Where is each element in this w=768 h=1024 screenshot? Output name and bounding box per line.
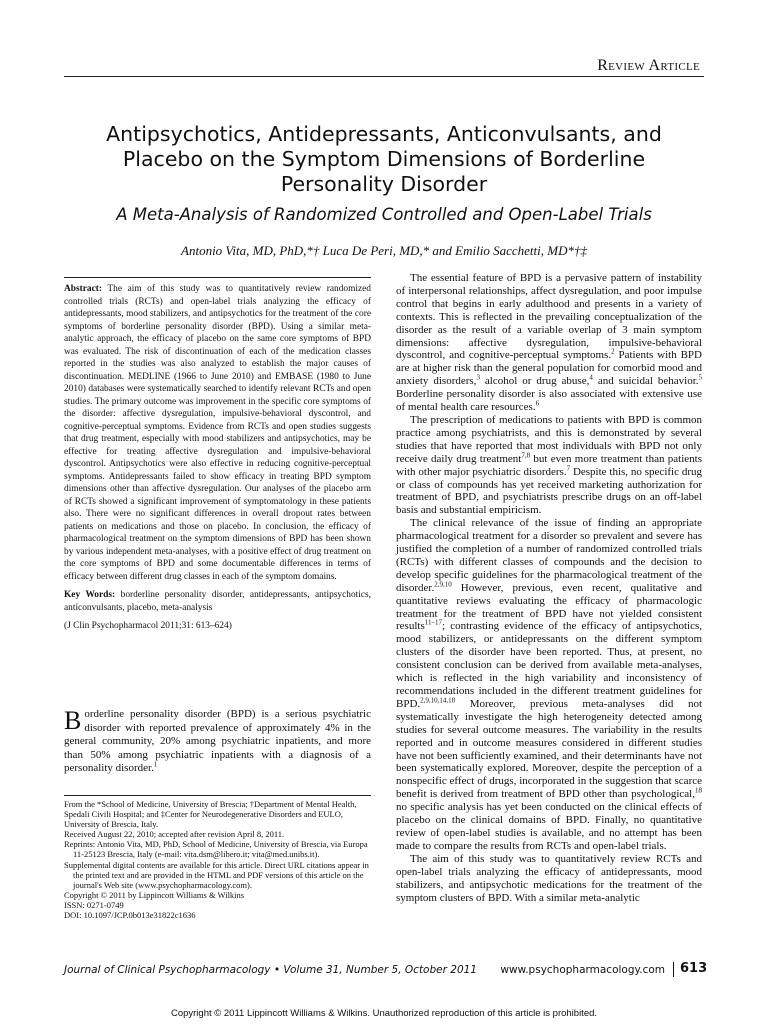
reference-superscript: 18	[695, 786, 702, 795]
right-column-body	[396, 272, 702, 904]
body-paragraph-4: The aim of this study was to quantitatively review RCTs and open-label trials analyzing the efficacy of antidepressants, mood stabilizers, and antipsychotic medications for the treatment of the symptom clusters of BPD. With a similar meta-analytic	[396, 852, 702, 904]
abstract-section	[64, 283, 371, 633]
reference-superscript: 11–17	[424, 618, 442, 627]
author-list: Antonio Vita, MD, PhD,*† Luca De Peri, MD,* and Emilio Sacchetti, MD*†‡	[181, 243, 587, 258]
received-note: Received August 22, 2010; accepted after revision April 8, 2011.	[64, 829, 285, 840]
body-paragraph-1: The essential feature of BPD is a pervasive pattern of instability of interpersonal relationships, affect dysregulation, and poor impulse control that begins in early adulthood and presents in a variety of contexts. This is reflected in the prevailing conceptualization of the disorder as the result of a variable overlap of 3 main symptom dimensions: affective dysregulation, impulsive-behavioral dyscontrol, and cognitive-perceptual symptoms.$^2$ Patients with BPD are at higher risk than the general population for comorbid mood and anxiety disorders,$^3$ alcohol or drug abuse,$^4$ and suicidal behavior.$^5$ Borderline personality disorder is also associated with extensive use of mental health care resources.$^6$	[396, 272, 702, 414]
article-type-label: Review Article	[597, 57, 700, 74]
abstract-paragraph	[64, 283, 371, 583]
drop-cap-letter: B	[64, 706, 82, 735]
reference-superscript: 1	[153, 760, 158, 769]
header-divider	[64, 76, 704, 77]
issn-note: ISSN: 0271-0749	[64, 899, 124, 910]
affiliation-footnotes	[64, 799, 371, 920]
reprints-note: Reprints: Antonio Vita, MD, PhD, School of Medicine, University of Brescia, via Europa 11-25123 Brescia, Italy (e-mail: vita.dsm@libero.it; vita@med.unibs.it).	[64, 839, 368, 860]
footer-separator-bar	[673, 962, 674, 977]
footnote-divider	[64, 795, 371, 796]
footer-journal-info	[64, 964, 477, 976]
keywords-paragraph	[64, 589, 371, 614]
reference-superscript: 4	[589, 373, 593, 382]
body-paragraph-2: The prescription of medications to patients with BPD is common practice among psychiatrists, and this is demonstrated by several studies that have reported that most individuals with BPD not only receive daily drug treatment$^{7,8}$ but even more treatment than patients with other major psychiatric disorders.$^7$ Despite this, no specific drug or class of compounds has yet received marketing authorization for treatment of BPD, and psychiatrists prescribe drugs on an off-label basis and substantial empiricism.	[396, 413, 702, 517]
doi-note: DOI: 10.1097/JCP.0b013e31822c1636	[64, 910, 196, 921]
reference-superscript: 2,9,10,14,18	[420, 696, 456, 705]
reference-superscript: 2	[611, 347, 615, 356]
body-paragraph-3: The clinical relevance of the issue of finding an appropriate pharmacological treatment for a disorder so prevalent and severe has justified the completion of a number of randomized controlled trials (RCTs) with different classes of compounds and the decision to develop specific guidelines for the pharmacological treatment of the disorder.$^{2,9,10}$ However, previous, even recent, qualitative and quantitative reviews evaluating the efficacy of pharmacologic treatment for the treatment of BPD have not yielded consistent results$^{11-17}$; contrasting evidence of the efficacy of antipsychotics, mood stabilizers, or antidepressants on the different symptom clusters of the disorder have been reported. Thus, at present, no consistent conclusion can be derived from available meta-analyses, which is reflected in the high variability and inconsistency of recommendations included in the different treatment guidelines for BPD.$^{2,9,10,14,18}$ Moreover, previous meta-analyses did not systematically investigate the high heterogeneity detected among studies for several outcome measures. The variability in the results reported and in outcome measures considered in different studies have not been sufficiently examined, and their determinants have not been systematically explored. Moreover, despite the perception of a nonspecific effect of drugs, incorporated in the suggestion that scarce benefit is derived from treatment of BPD other than psychological,$^{18}$ no specific analysis has yet been conducted on the clinical effects of placebo on the clinical domains of BPD. Finally, no quantitative review of open-label studies is available, and no attempt has been made to compare the results from RCTs and open-label trials.	[396, 517, 702, 852]
intro-text: orderline personality disorder (BPD) is a serious psychiatric disorder with reported prevalence of approximately 4% in the general community, 20% among psychiatric inpatients, and more than 50% among psychiatric inpatients with a diagnosis of a personality disorder.	[64, 708, 371, 775]
keywords-label: Key Words:	[64, 590, 116, 600]
reference-superscript: 3	[476, 373, 480, 382]
reference-superscript: 7	[566, 463, 571, 472]
copyright-note: Copyright © 2011 by Lippincott Williams & Wilkins	[64, 889, 245, 900]
copyright-notice: Copyright © 2011 Lippincott Williams & Wilkins. Unauthorized reproduction of this article is prohibited.	[170, 1008, 598, 1019]
affiliation-note: From the *School of Medicine, University of Brescia; †Department of Mental Health, Spedali Civili Hospital; and ‡Center for Neurodegenerative Disorders and EULO, University of Brescia, Italy.	[64, 799, 357, 830]
reference-superscript: 7,8	[521, 451, 531, 460]
reference-superscript: 5	[698, 373, 702, 382]
reference-superscript: 6	[535, 399, 540, 408]
keywords-text: borderline personality disorder, antidepressants, antipsychotics, anticonvulsants, placebo, meta-analysis	[64, 590, 371, 613]
article-title: Antipsychotics, Antidepressants, Anticonvulsants, and Placebo on the Symptom Dimensions of Borderline Personality Disorder	[106, 122, 662, 196]
footer-journal-name: Journal of Clinical Psychopharmacology	[64, 964, 271, 976]
supplemental-note: Supplemental digital contents are available for this article. Direct URL citations appear in the printed text and are provided in the HTML and PDF versions of this article on the journal's Web site (www.psychopharmacology.com).	[64, 859, 369, 890]
reference-superscript: 2,9,10	[434, 580, 452, 589]
page-number: 613	[680, 961, 708, 976]
abstract-divider	[64, 277, 371, 278]
article-subtitle: A Meta-Analysis of Randomized Controlled and Open-Label Trials	[116, 205, 652, 224]
intro-paragraph	[64, 708, 371, 776]
journal-citation: (J Clin Psychopharmacol 2011;31: 613–624)	[64, 621, 232, 631]
abstract-label: Abstract:	[64, 284, 103, 294]
footer-website-link[interactable]: www.psychopharmacology.com	[500, 964, 665, 976]
footer-issue: Volume 31, Number 5, October 2011	[283, 964, 477, 976]
abstract-text: The aim of this study was to quantitatively review randomized controlled trials (RCTs) and open-label trials analyzing the efficacy of antidepressants, mood stabilizers, and antipsychotics for the treatment of the core symptoms of borderline personality disorder (BPD). Using a similar meta-analytic approach, the efficacy of placebo on the same core symptoms of BPD was evaluated. The risk of discontinuation of each of the medication classes reported in the studies was also analyzed to establish the major causes of discontinuation. MEDLINE (1966 to June 2010) and EMBASE (1980 to June 2010) databases were systematically searched to identify relevant RCTs and open studies. The primary outcome was improvement in the specific core symptoms of the disorder: affective dysregulation, impulsive-behavioral dyscontrol, and cognitive-perceptual symptoms. Evidence from RCTs and open studies suggests that drug treatment, especially with mood stabilizers and antipsychotics, may be effective for treating affective dysregulation and impulsive-behavioral dyscontrol. Antipsychotics were also effective in reducing cognitive-perceptual symptoms. Antidepressants failed to show efficacy in treating BPD symptom dimensions other than affective dysregulation. Our analyses of the placebo arm of RCTs showed a significant improvement of symptomatology in these patients also. There were no significant differences in overall dropout rates between patients on medications and those on placebo. In conclusion, the efficacy of pharmacological treatment on the symptom dimensions of BPD has been shown by various independent meta-analyses, with a positive effect of drug treatment on the core symptoms of BPD and some documentable differences in terms of efficacy between different drug classes in each of the symptom domains.	[64, 284, 371, 582]
footer-bullet: •	[273, 964, 281, 976]
